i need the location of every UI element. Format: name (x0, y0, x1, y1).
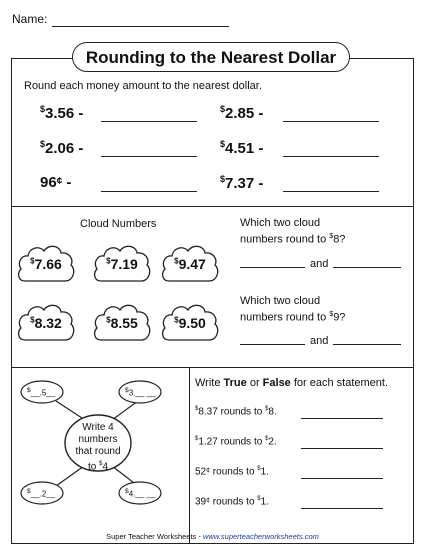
money-item-5: 96¢ - (40, 174, 72, 191)
cloud-question-2: Which two cloud numbers round to $9? (240, 295, 346, 324)
cloud-value: 8.32 (34, 315, 62, 331)
cloud-1: $7.66 (16, 243, 76, 285)
cloud-numbers-label: Cloud Numbers (80, 218, 157, 230)
cloud-value: 9.50 (178, 315, 206, 331)
statement-answer-2[interactable] (301, 448, 383, 449)
footer-url[interactable]: www.superteacherworksheets.com (202, 532, 319, 541)
cloud-5: $8.55 (92, 302, 152, 344)
statement-answer-3[interactable] (301, 478, 383, 479)
cloud-value: 8.55 (110, 315, 138, 331)
oval-text-4: $4.__ __ (125, 488, 156, 499)
web-connector (56, 401, 85, 420)
cloud-value: 7.66 (34, 256, 62, 272)
statement-1: $8.37 rounds to $8. (195, 406, 277, 418)
true-false-instruction: Write True or False for each statement. (195, 377, 389, 389)
footer-brand: Super Teacher Worksheets (106, 532, 197, 541)
statement-3: 52¢ rounds to $1. (195, 466, 269, 478)
cloud-3: $9.47 (160, 243, 220, 285)
oval-text-1: $__.5__ (27, 387, 56, 398)
cloud-6: $9.50 (160, 302, 220, 344)
footer: Super Teacher Worksheets - www.superteacherworksheets.com (106, 532, 319, 541)
money-item-3: $2.06 - (40, 139, 84, 157)
web-connector (112, 401, 138, 420)
and-label: and (310, 335, 329, 347)
oval-text-2: $3.__ __ (125, 387, 156, 398)
statement-answer-4[interactable] (301, 508, 383, 509)
section1-instruction: Round each money amount to the nearest dollar. (24, 80, 262, 92)
name-label: Name: (12, 12, 48, 26)
cloud-value: 9.47 (178, 256, 206, 272)
cloud-value: 7.19 (110, 256, 138, 272)
page-title: Rounding to the Nearest Dollar (72, 42, 350, 72)
statement-answer-1[interactable] (301, 418, 383, 419)
oval-text-3: $__.2__ (27, 488, 56, 499)
statement-4: 39¢ rounds to $1. (195, 496, 269, 508)
statement-2: $1.27 rounds to $2. (195, 436, 277, 448)
money-item-1: $3.56 - (40, 104, 84, 122)
money-item-6: $7.37 - (220, 174, 264, 192)
center-instruction: Write 4 numbers that round to $4 (75, 422, 121, 473)
cloud-2: $7.19 (92, 243, 152, 285)
and-label: and (310, 258, 329, 270)
cloud-question-1: Which two cloud numbers round to $8? (240, 217, 346, 246)
money-item-2: $2.85 - (220, 104, 264, 122)
money-item-4: $4.51 - (220, 139, 264, 157)
cloud-4: $8.32 (16, 302, 76, 344)
